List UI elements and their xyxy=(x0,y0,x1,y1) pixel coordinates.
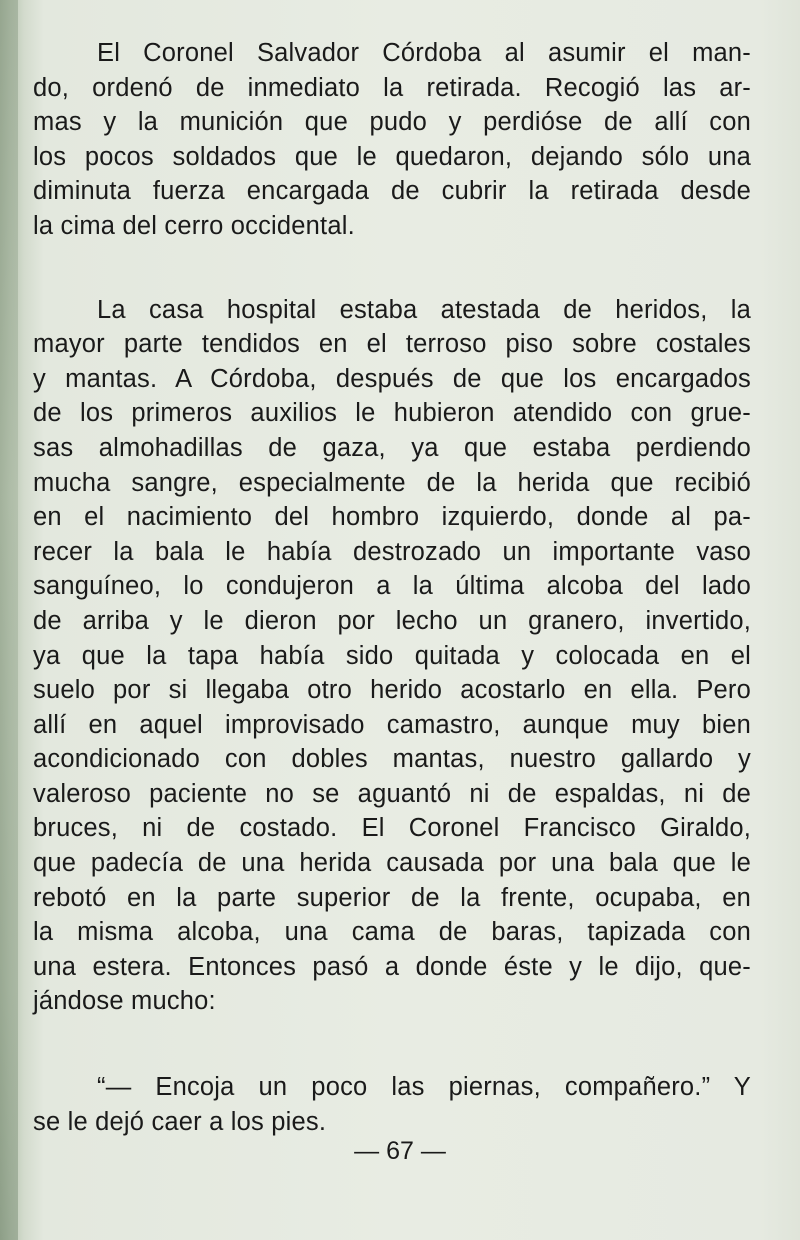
text-line: recer la bala le había destrozado un importante vaso xyxy=(33,537,751,566)
text-line: mucha sangre, especialmente de la herida que recibió xyxy=(33,468,751,497)
text-line: “— Encoja un poco las piernas, compañero.” Y xyxy=(97,1073,751,1102)
text-line: jándose mucho: xyxy=(33,987,216,1016)
text-line: una estera. Entonces pasó a donde éste y le dijo, que- xyxy=(33,952,751,981)
text-line: ya que la tapa había sido quitada y colocada en el xyxy=(33,641,751,670)
text-line: valeroso paciente no se aguantó ni de espaldas, ni de xyxy=(33,779,751,808)
text-line: El Coronel Salvador Córdoba al asumir el man- xyxy=(97,39,751,67)
text-line: diminuta fuerza encargada de cubrir la retirada desde xyxy=(33,177,751,206)
text-line: do, ordenó de inmediato la retirada. Recogió las ar- xyxy=(33,73,751,102)
text-line: sas almohadillas de gaza, ya que estaba perdiendo xyxy=(33,433,751,462)
text-line: bruces, ni de costado. El Coronel Francisco Giraldo, xyxy=(33,814,751,843)
page-gutter-shadow xyxy=(0,0,18,1240)
page-number: — 67 — xyxy=(354,1137,446,1165)
text-line: los pocos soldados que le quedaron, dejando sólo una xyxy=(33,142,751,171)
text-line: rebotó en la parte superior de la frente, ocupaba, en xyxy=(33,883,751,912)
text-line: allí en aquel improvisado camastro, aunque muy bien xyxy=(33,710,751,739)
text-line: acondicionado con dobles mantas, nuestro gallardo y xyxy=(33,745,751,774)
paragraph-spacer xyxy=(33,1019,751,1070)
text-line: y mantas. A Córdoba, después de que los encargados xyxy=(33,364,751,393)
text-line: en el nacimiento del hombro izquierdo, donde al pa- xyxy=(33,503,751,532)
paragraph-1 xyxy=(33,36,751,244)
text-line: mayor parte tendidos en el terroso piso sobre costales xyxy=(33,330,751,359)
text-line: la misma alcoba, una cama de baras, tapizada con xyxy=(33,918,751,947)
text-line: la cima del cerro occidental. xyxy=(33,211,355,240)
text-line: mas y la munición que pudo y perdióse de allí con xyxy=(33,108,751,137)
text-line: sanguíneo, lo condujeron a la última alcoba del lado xyxy=(33,572,751,601)
text-line: de arriba y le dieron por lecho un granero, invertido, xyxy=(33,606,751,635)
text-line: La casa hospital estaba atestada de heridos, la xyxy=(97,295,751,324)
text-line: de los primeros auxilios le hubieron atendido con grue- xyxy=(33,399,751,428)
paragraph-3 xyxy=(33,1070,751,1139)
text-line: se le dejó caer a los pies. xyxy=(33,1107,327,1136)
text-line: suelo por si llegaba otro herido acostarlo en ella. Pero xyxy=(33,676,751,705)
paragraph-spacer xyxy=(33,244,751,293)
text-line: que padecía de una herida causada por una bala que le xyxy=(33,849,751,878)
body-text xyxy=(33,36,751,1139)
paragraph-2 xyxy=(33,293,751,1019)
